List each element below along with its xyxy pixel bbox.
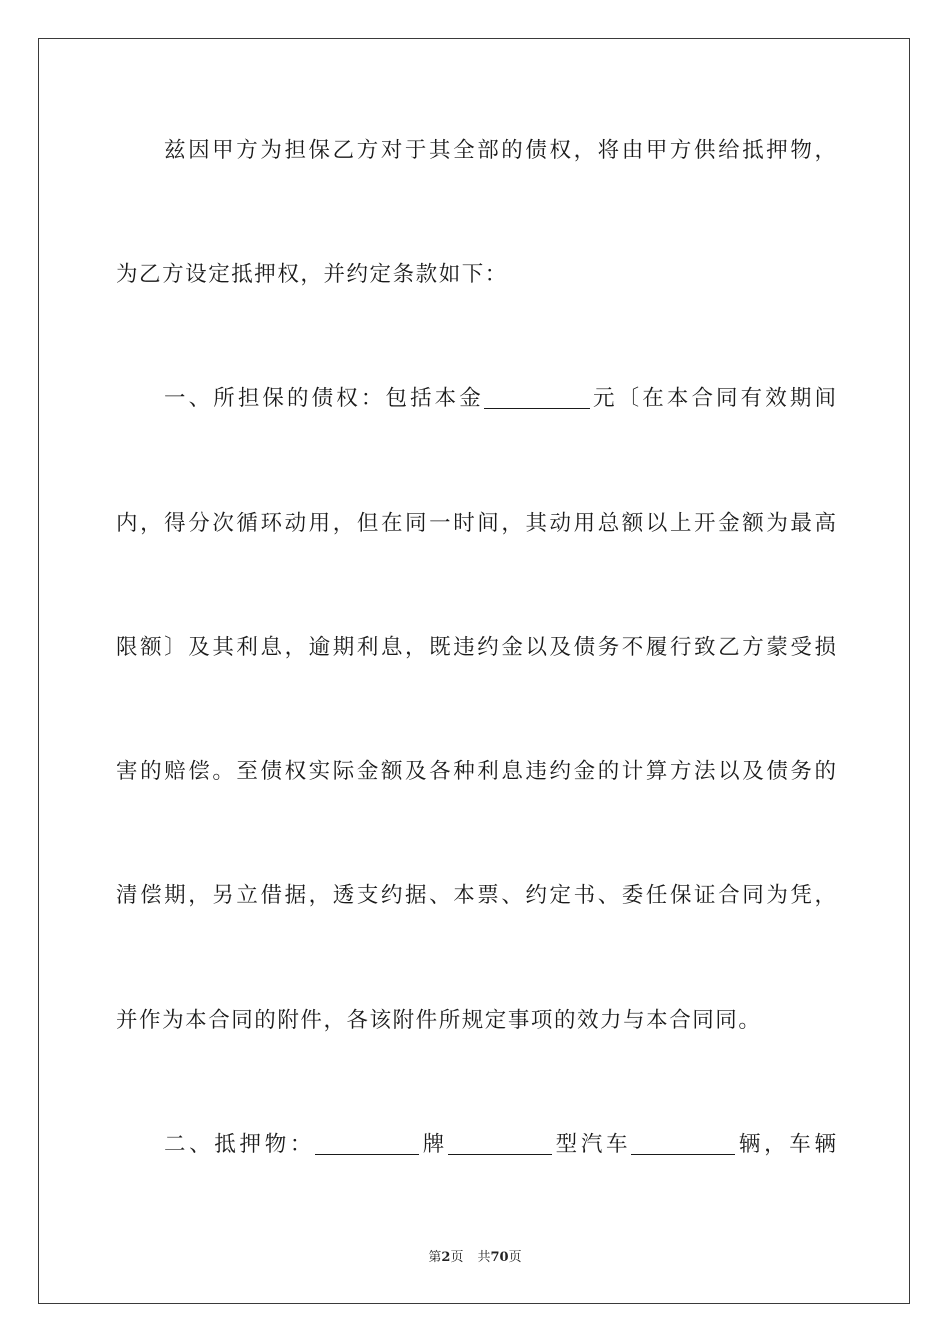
page-prefix: 第 [428,1250,442,1265]
clause-1-line-4: 害的赔偿。至债权实际金额及各种利息违约金的计算方法以及债务的 [116,759,836,784]
clause-1-text-a: 一、所担保的债权：包括本金 [164,386,484,411]
total-suffix: 页 [508,1250,522,1265]
clause-2-text-b: 牌 [419,1132,448,1157]
clause-1-line-2: 内，得分次循环动用，但在同一时间，其动用总额以上开金额为最高 [116,511,836,536]
clause-1-line-3: 限额〕及其利息，逾期利息，既违约金以及债务不履行致乙方蒙受损 [116,635,836,660]
clause-2-line-1 [116,1130,836,1160]
paragraph-line-1: 兹因甲方为担保乙方对于其全部的债权，将由甲方供给抵押物， [164,138,836,163]
page-suffix: 页 [450,1250,464,1265]
vehicle-count-blank [631,1132,735,1155]
total-pages: 70 [490,1250,509,1265]
clause-1-line-6: 并作为本合同的附件，各该附件所规定事项的效力与本合同同。 [116,1008,762,1033]
clause-2-text-d: 辆，车辆 [735,1132,836,1157]
clause-1-line-1 [116,384,836,414]
principal-amount-blank [484,386,590,409]
page-footer [0,1246,950,1265]
clause-2-text-a: 二、抵押物： [164,1132,316,1157]
model-blank [448,1132,552,1155]
clause-2-text-c: 型汽车 [551,1132,632,1157]
total-prefix: 共 [477,1250,491,1265]
clause-1-text-b: 元〔在本合同有效期间 [589,386,836,411]
brand-blank [315,1132,419,1155]
clause-1-line-5: 清偿期，另立借据，透支约据、本票、约定书、委任保证合同为凭， [116,883,836,908]
paragraph-line-2: 为乙方设定抵押权，并约定条款如下： [116,262,508,287]
page-border [38,38,910,1304]
page-number: 2 [441,1250,451,1265]
